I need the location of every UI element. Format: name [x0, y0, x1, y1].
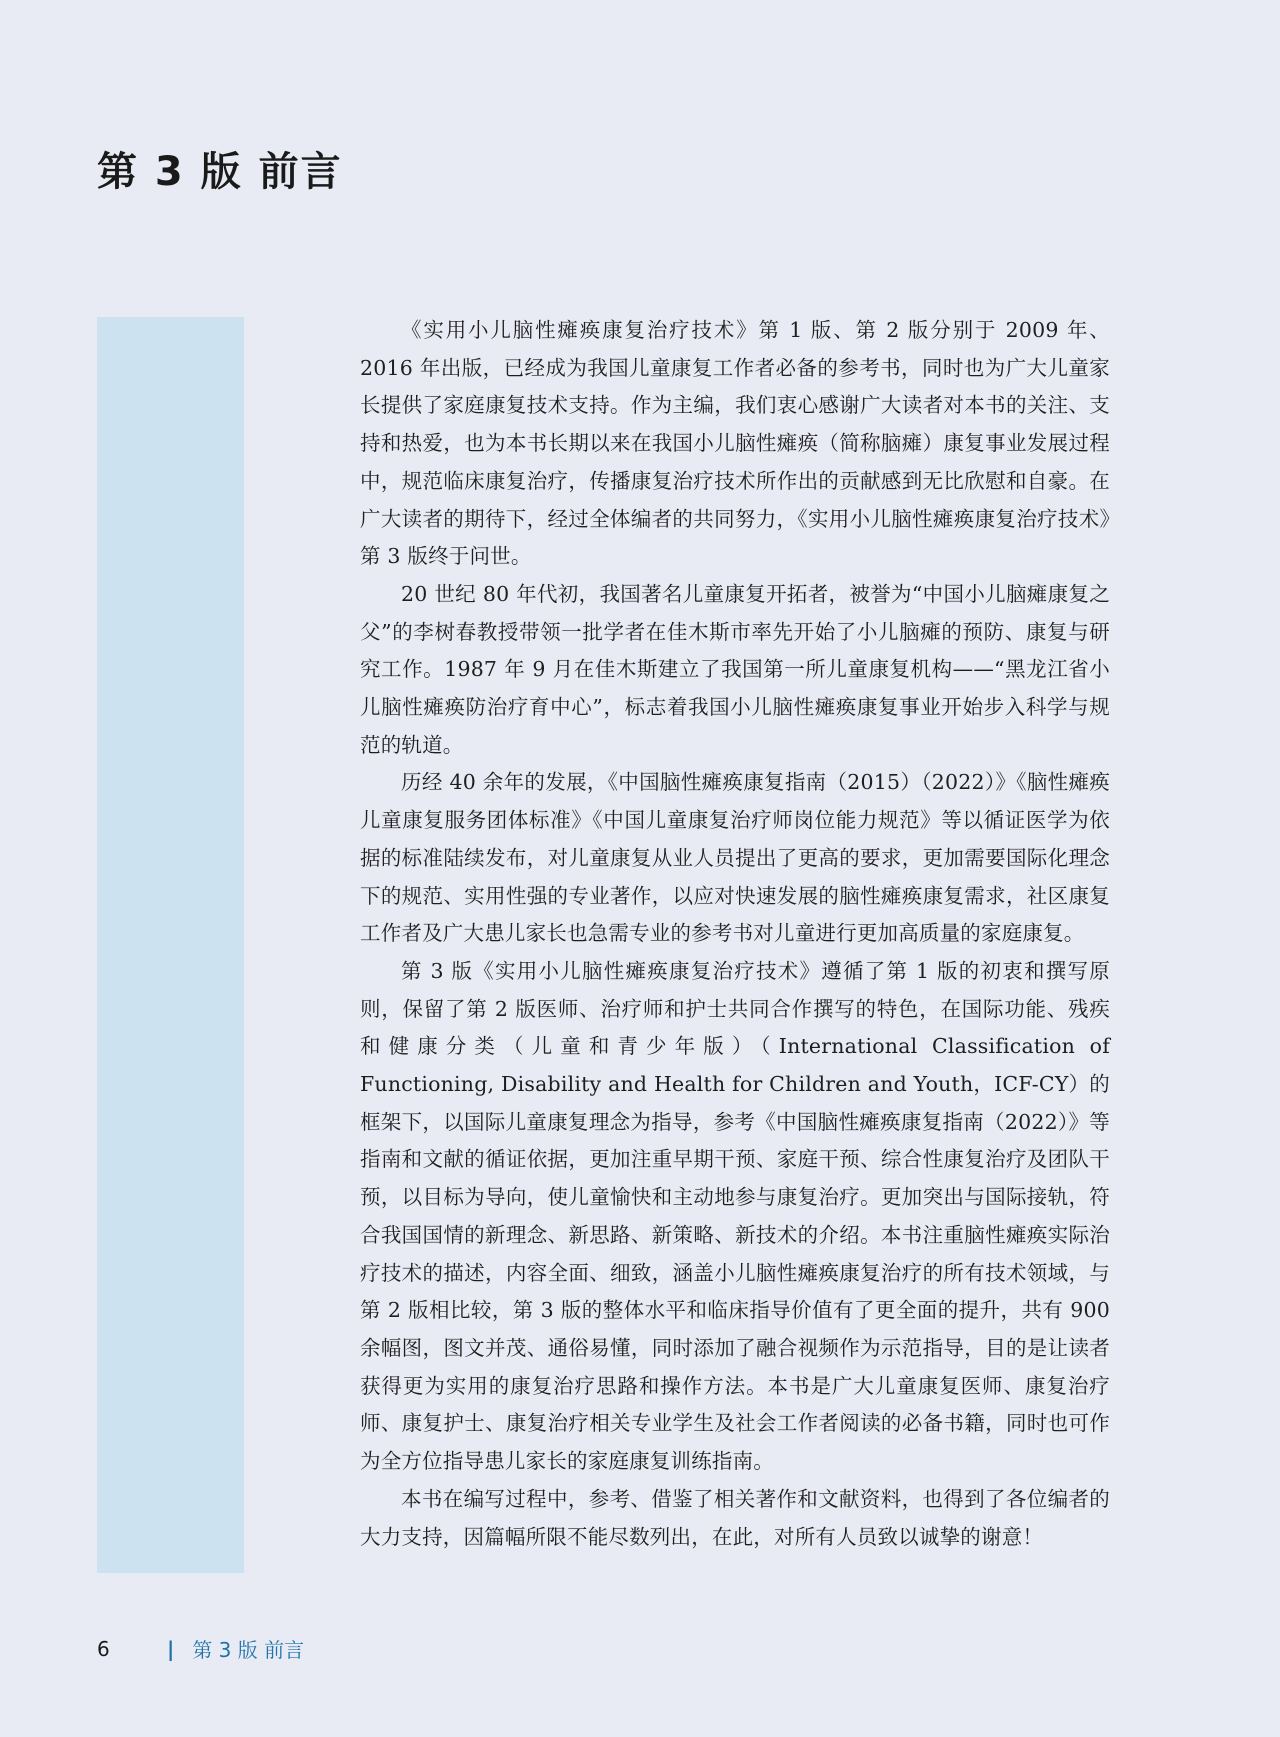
page-number: 6 — [97, 1636, 110, 1661]
paragraph-4: 第 3 版《实用小儿脑性瘫痪康复治疗技术》遵循了第 1 版的初衷和撰写原则，保留了第 2 版医师、治疗师和护士共同合作撰写的特色，在国际功能、残疾和健康分类（儿童和青少年版）（International Classification of Functioning, Disability and Health for Children and Youth，ICF-CY）的框架下，以国际儿童康复理念为指导，参考《中国脑性瘫痪康复指南（2022）》等指南和文献的循证依据，更加注重早期干预、家庭干预、综合性康复治疗及团队干预，以目标为导向，使儿童愉快和主动地参与康复治疗。更加突出与国际接轨，符合我国国情的新理念、新思路、新策略、新技术的介绍。本书注重脑性瘫痪实际治疗技术的描述，内容全面、细致，涵盖小儿脑性瘫痪康复治疗的所有技术领域，与第 2 版相比较，第 3 版的整体水平和临床指导价值有了更全面的提升，共有 900 余幅图，图文并茂、通俗易懂，同时添加了融合视频作为示范指导，目的是让读者获得更为实用的康复治疗思路和操作方法。本书是广大儿童康复医师、康复治疗师、康复护士、康复治疗相关专业学生及社会工作者阅读的必备书籍，同时也可作为全方位指导患儿家长的家庭康复训练指南。 — [360, 958, 1110, 1474]
paragraph-1: 《实用小儿脑性瘫痪康复治疗技术》第 1 版、第 2 版分别于 2009 年、2016 年出版，已经成为我国儿童康复工作者必备的参考书，同时也为广大儿童家长提供了家庭康复技术支持。作为主编，我们衷心感谢广大读者对本书的关注、支持和热爱，也为本书长期以来在我国小儿脑性瘫痪（简称脑瘫）康复事业发展过程中，规范临床康复治疗，传播康复治疗技术所作出的贡献感到无比欣慰和自豪。在广大读者的期待下，经过全体编者的共同努力，《实用小儿脑性瘫痪康复治疗技术》第 3 版终于问世。 — [360, 318, 1110, 569]
paragraph-3: 历经 40 余年的发展，《中国脑性瘫痪康复指南（2015）（2022）》《脑性瘫痪儿童康复服务团体标准》《中国儿童康复治疗师岗位能力规范》等以循证医学为依据的标准陆续发布，对儿童康复从业人员提出了更高的要求，更加需要国际化理念下的规范、实用性强的专业著作，以应对快速发展的脑性瘫痪康复需求，社区康复工作者及广大患儿家长也急需专业的参考书对儿童进行更加高质量的家庭康复。 — [360, 770, 1110, 946]
paragraph-2: 20 世纪 80 年代初，我国著名儿童康复开拓者，被誉为“中国小儿脑瘫康复之父”的李树春教授带领一批学者在佳木斯市率先开始了小儿脑瘫的预防、康复与研究工作。1987 年 9 月在佳木斯建立了我国第一所儿童康复机构——“黑龙江省小儿脑性瘫痪防治疗育中心”，标志着我国小儿脑性瘫痪康复事业开始步入科学与规范的轨道。 — [360, 581, 1110, 757]
decorative-side-bar — [97, 317, 244, 1573]
footer-separator: | — [167, 1636, 175, 1661]
page-footer — [97, 1634, 304, 1663]
footer-section-title: 第 3 版 前言 — [192, 1638, 305, 1662]
preface-body — [360, 312, 1110, 1556]
page-title: 第 3 版 前言 — [97, 149, 343, 195]
paragraph-5: 本书在编写过程中，参考、借鉴了相关著作和文献资料，也得到了各位编者的大力支持，因篇幅所限不能尽数列出，在此，对所有人员致以诚挚的谢意！ — [360, 1486, 1110, 1549]
